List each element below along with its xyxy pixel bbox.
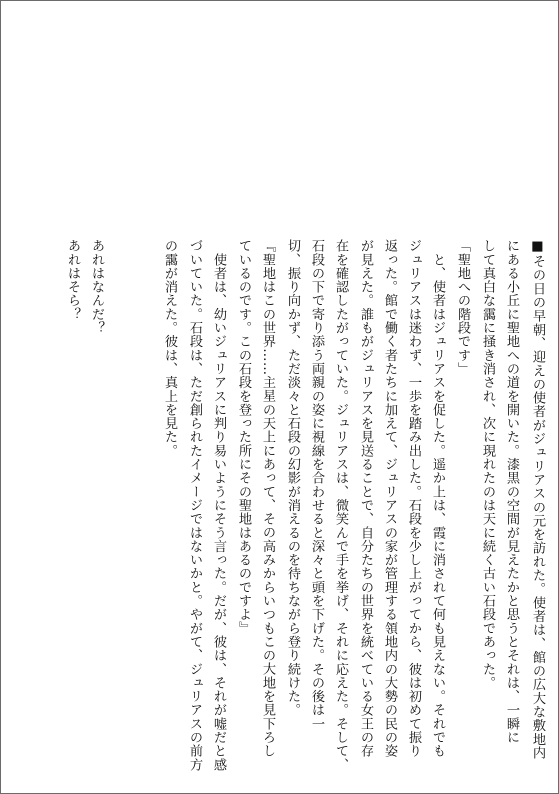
text-line: [114, 239, 128, 747]
text-line: 返った。館で働く者たちに加えて、ジュリアスの家が管理する領地内の大勢の民の姿: [382, 239, 397, 758]
vertical-text-body: [258, 239, 558, 772]
text-line: 石段の下で寄り添う両親の姿に視線を合わせると深々と頭を下げた。その後は一: [309, 239, 324, 731]
vertical-text-body-continued: [1, 239, 258, 772]
text-line: して真白な靄に掻き消され、次に現れたのは天に続く古い石段であった。: [480, 239, 495, 690]
text-line: ているのです。この石段を登った所にその聖地はあるのですよ』: [236, 239, 251, 635]
text-line: 『聖地はこの世界……主星の天上にあって、その高みからいつもこの大地を見下ろし: [260, 239, 275, 758]
text-line: ジュリアスは迷わず、一歩を踏み出した。石段を少し上がってから、彼は初めて振り: [406, 239, 421, 758]
text-line: 「聖地への階段です」: [455, 239, 470, 376]
text-line: にある小丘に聖地への道を開いた。漆黒の空間が見えたかと思うとそれは、一瞬に: [504, 239, 519, 745]
text-line: ■その日の早朝、迎えの使者がジュリアスの元を訪れた。使者は、館の広大な敷地内: [530, 239, 545, 760]
text-line: づいていた。石段は、ただ創られたイメージではないかと。やがて、ジュリアスの前方: [187, 239, 202, 772]
text-line: が見えた。誰もがジュリアスを見送ることで、自分たちの世界を統べている女王の存: [358, 239, 373, 758]
text-line: [138, 239, 152, 747]
text-line: の靄が消えた。彼は、真上を見た。: [162, 239, 177, 458]
text-line: 切、振り向かず、ただ淡々と石段の幻影が消えるのを待ちながら登り続けた。: [285, 239, 300, 717]
text-line: 使者は、幼いジュリアスに判り易いようにそう言った。だが、彼は、それが嘘だと感: [211, 239, 226, 772]
text-line: あれはそら？: [65, 239, 80, 321]
text-line: 在を確認したがっていた。ジュリアスは、微笑んで手を挙げ、それに応えた。そして、: [333, 239, 348, 772]
text-line: と、使者はジュリアスを促した。遥か上は、霞に消されて何も見えない。それでも: [430, 239, 445, 758]
text-line: あれはなんだ？: [89, 239, 104, 335]
